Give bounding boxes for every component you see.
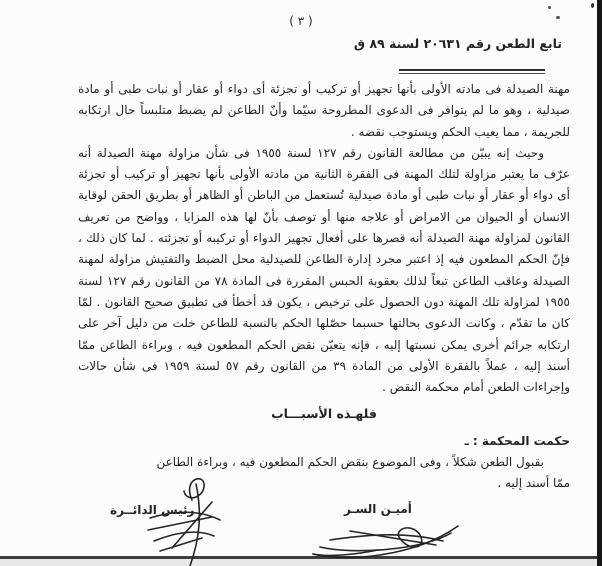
scan-speck xyxy=(591,3,594,8)
case-reference-header: تابع الطعن رقم ٢٠٦٣١ لسنة ٨٩ ق xyxy=(353,36,562,51)
secretary-label: أميـن السـر xyxy=(344,502,412,516)
judgment-body xyxy=(78,79,570,495)
scanner-bottom-area xyxy=(0,559,602,566)
ruling-text-line1: بقبول الطعن شكلاً ، وفى الموضوع بنقض الحكم المطعون فيه ، وبراءة الطاعن xyxy=(156,455,544,470)
court-ruled-label: حكمت المحكمة : ـ xyxy=(464,433,570,448)
ruling-text-line2: ممّا أسند إليه . xyxy=(497,476,570,491)
header-underline xyxy=(399,69,545,74)
reasons-heading: فلهـذه الأسبـــاب xyxy=(271,406,377,422)
scanner-right-edge xyxy=(597,0,602,566)
paragraph-court-reasoning: وحيث إنه يبيّن من مطالعة القانون رقم ١٢٧ لسنة ١٩٥٥ فى شأن مزاولة مهنة الصيدلة أنه عرّف ما يعتبر مزاولة لتلك المهنة فى الفقرة الثانية من مادته الأولى بأنها تجهيز أو تركيب أو تجزئة أى دواء أو عقار أو نبات طبى أو مادة صيدلية تُستعمل من الباطن أو الظاهر أو بطريق الحقن لوقاية الانسان أو الحيوان من الامراض أو علاجه منها أو توصف بأنّ لها هذه المزايا ، وواضح من تعريف القانون لمزاولة مهنة الصيدلة أنه قصرها على أفعال تجهيز الدواء أو تركيبه أو تجزئته . لما كان ذلك ، فإنّ الحكم المطعون فيه إذ اعتبر مجرد إدارة الطاعن للصيدلية محل الضبط والتفتيش مزاولة لمهنة الصيدلة وعاقب الطاعن تبعاً لذلك بعقوبة الحبس المقررة فى المادة ٧٨ من القانون رقم ١٢٧ لسنة ١٩٥٥ لمزاولة تلك المهنة دون الحصول على ترخيص ، يكون قد أخطأ فى تطبيق صحيح القانون . لمّا كان ما تقدّم ، وكانت الدعوى بحالتها حسبما حصّلها الحكم بالنسبة للطاعن خلت من دليل آخر على ارتكابه جرائم أخرى يمكن نسبتها إليه ، فإنه يتعيّن نقض الحكم المطعون فيه ، وبراءة الطاعن ممّا أسند إليه ، عملاً بالفقرة الأولى من المادة ٣٩ من القانون رقم ٥٧ لسنة ١٩٥٩ فى شأن حالات وإجراءات الطعن أمام محكمة النقض . xyxy=(78,145,571,395)
page-number: ( ٣ ) xyxy=(289,14,313,28)
scan-speck xyxy=(556,16,560,19)
president-signature xyxy=(140,472,255,566)
scanner-bottom-edge xyxy=(0,556,602,559)
secretary-signature xyxy=(308,514,466,566)
scan-speck xyxy=(548,6,551,9)
paragraph-continuation: مهنة الصيدلة فى مادته الأولى بأنها تجهيز أو تركيب أو تجزئة أى دواء أو عقار أو نبات طبى أو مادة صيدلية ، وهو ما لم يتوافر فى الدعوى المطروحة سيّما وأنّ الطاعن لم يضبط متلبساً حال ارتكابه للجريمة ، مما يعيب الحكم ويستوجب نقضه . xyxy=(78,82,570,139)
president-label: رئيس الدائــرة xyxy=(110,503,195,517)
